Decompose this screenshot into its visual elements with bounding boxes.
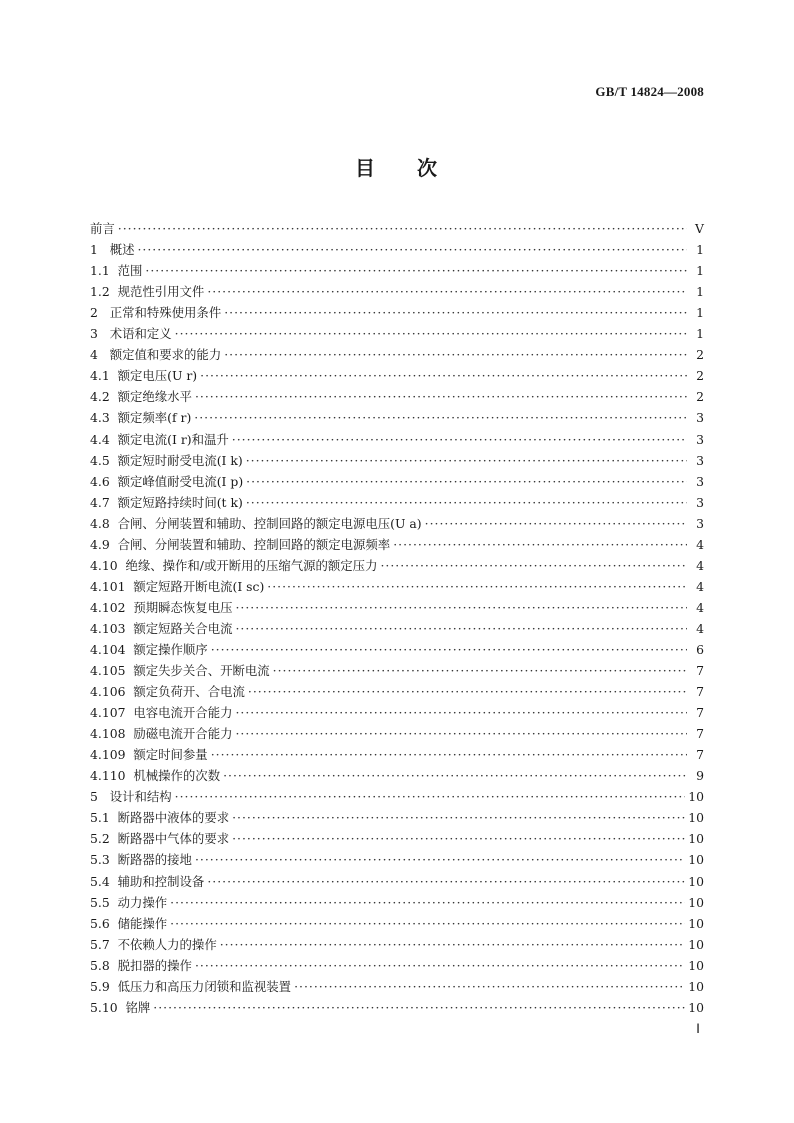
toc-number: 4.1: [90, 368, 118, 384]
toc-page: 4: [696, 620, 704, 636]
leader-dots: [235, 702, 687, 723]
toc-page: 3: [696, 515, 704, 531]
toc-number: 5.10: [90, 999, 126, 1015]
toc-number: 4.9: [90, 536, 118, 552]
toc-page: 10: [688, 789, 704, 805]
toc-label: 额定短路开断电流(I sc): [133, 578, 265, 594]
toc-label: 额定时间参量: [133, 747, 208, 763]
toc-page: 10: [688, 810, 704, 826]
toc-entry[interactable]: [90, 260, 704, 281]
toc-page: 2: [696, 389, 704, 405]
toc-number: 1: [90, 242, 110, 258]
toc-entry[interactable]: [90, 744, 704, 765]
toc-number: 5.4: [90, 873, 118, 889]
toc-label: 不依赖人力的操作: [117, 936, 217, 952]
toc-number: 4.106: [90, 684, 134, 700]
leader-dots: [246, 492, 687, 513]
toc-page: 10: [688, 936, 704, 952]
toc-label: 低压力和高压力闭锁和监视装置: [117, 978, 292, 994]
toc-entry[interactable]: [90, 913, 704, 934]
toc-page: 1: [696, 263, 704, 279]
toc-number: 4.102: [90, 599, 134, 615]
toc-number: 4.108: [90, 726, 134, 742]
toc-entry[interactable]: [90, 997, 704, 1018]
toc-number: 2: [90, 305, 110, 321]
toc-entry[interactable]: [90, 450, 704, 471]
toc-label: 断路器中液体的要求: [117, 810, 230, 826]
toc-entry[interactable]: [90, 934, 704, 955]
toc-label: 规范性引用文件: [117, 284, 205, 300]
toc-page: 3: [696, 410, 704, 426]
toc-label: 辅助和控制设备: [117, 873, 205, 889]
toc-label: 励磁电流开合能力: [133, 726, 233, 742]
toc-entry[interactable]: [90, 365, 704, 386]
toc-page: 7: [696, 705, 704, 721]
toc-page: 3: [696, 452, 704, 468]
toc-entry[interactable]: [90, 555, 704, 576]
toc-label: 机械操作的次数: [133, 768, 221, 784]
toc-entry[interactable]: [90, 323, 704, 344]
toc-number: 4.107: [90, 705, 134, 721]
leader-dots: [145, 260, 687, 281]
toc-page: 1: [696, 326, 704, 342]
toc-entry[interactable]: [90, 892, 704, 913]
toc-label: 额定负荷开、合电流: [133, 684, 245, 700]
leader-dots: [232, 828, 685, 849]
toc-label: 电容电流开合能力: [133, 705, 233, 721]
toc-label: 合闸、分闸装置和辅助、控制回路的额定电源频率: [117, 536, 391, 552]
toc-page: 10: [688, 852, 704, 868]
table-of-contents: [90, 218, 704, 1018]
toc-label: 额定短路关合电流: [133, 620, 233, 636]
leader-dots: [267, 576, 687, 597]
toc-label: 脱扣器的操作: [117, 957, 192, 973]
toc-page: 10: [688, 831, 704, 847]
leader-dots: [170, 913, 685, 934]
leader-dots: [211, 639, 687, 660]
toc-entry[interactable]: [90, 218, 704, 239]
toc-number: 4.105: [90, 663, 134, 679]
toc-number: 5.1: [90, 810, 118, 826]
toc-entry[interactable]: [90, 702, 704, 723]
toc-page: 10: [688, 894, 704, 910]
toc-number: 4.6: [90, 473, 118, 489]
toc-label: 额定电流(I r)和温升: [117, 431, 229, 447]
leader-dots: [195, 955, 685, 976]
leader-dots: [195, 386, 687, 407]
toc-page: 7: [696, 726, 704, 742]
toc-entry[interactable]: [90, 513, 704, 534]
toc-label: 额定操作顺序: [133, 641, 208, 657]
toc-label: 绝缘、操作和/或开断用的压缩气源的额定压力: [125, 557, 378, 573]
toc-label: 合闸、分闸装置和辅助、控制回路的额定电源电压(U a): [117, 515, 422, 531]
toc-entry[interactable]: [90, 492, 704, 513]
toc-number: 5: [90, 789, 110, 805]
leader-dots: [235, 618, 687, 639]
toc-label: 范围: [117, 263, 143, 279]
toc-entry[interactable]: [90, 786, 704, 807]
leader-dots: [224, 344, 687, 365]
toc-entry[interactable]: [90, 849, 704, 870]
toc-entry[interactable]: [90, 302, 704, 323]
toc-number: 4.10: [90, 557, 126, 573]
toc-number: 5.2: [90, 831, 118, 847]
toc-entry[interactable]: [90, 576, 704, 597]
toc-label: 设计和结构: [109, 789, 172, 805]
toc-number: 5.8: [90, 957, 118, 973]
standard-code: GB/T 14824—2008: [595, 84, 704, 99]
toc-page: 1: [696, 284, 704, 300]
leader-dots: [220, 934, 686, 955]
toc-label: 额定短路持续时间(t k): [117, 494, 243, 510]
toc-page: 2: [696, 368, 704, 384]
toc-label: 额定短时耐受电流(I k): [117, 452, 243, 468]
toc-entry[interactable]: [90, 681, 704, 702]
toc-page: 1: [696, 242, 704, 258]
toc-page: Ⅴ: [695, 221, 704, 237]
toc-page: 6: [696, 641, 704, 657]
toc-label: 铭牌: [125, 999, 151, 1015]
toc-entry[interactable]: [90, 870, 704, 891]
toc-page: 3: [696, 431, 704, 447]
leader-dots: [393, 534, 687, 555]
leader-dots: [294, 976, 685, 997]
leader-dots: [248, 681, 687, 702]
leader-dots: [425, 513, 687, 534]
toc-label: 正常和特殊使用条件: [109, 305, 222, 321]
toc-entry[interactable]: [90, 597, 704, 618]
leader-dots: [175, 786, 686, 807]
toc-number: 4.2: [90, 389, 118, 405]
leader-dots: [207, 871, 685, 892]
leader-dots: [224, 302, 687, 323]
toc-entry[interactable]: [90, 660, 704, 681]
toc-number: 1.1: [90, 263, 118, 279]
toc-page: 9: [696, 768, 704, 784]
page-number: Ⅰ: [696, 1021, 700, 1036]
toc-entry[interactable]: [90, 828, 704, 849]
toc-number: 5.9: [90, 978, 118, 994]
leader-dots: [170, 892, 685, 913]
toc-number: 4.109: [90, 747, 134, 763]
toc-number: 前言: [90, 221, 115, 237]
toc-number: 1.2: [90, 284, 118, 300]
toc-number: 4.3: [90, 410, 118, 426]
leader-dots: [207, 281, 687, 302]
title-char-2: 次: [417, 156, 439, 180]
toc-label: 额定频率(f r): [117, 410, 192, 426]
toc-label: 额定峰值耐受电流(I p): [117, 473, 244, 489]
leader-dots: [380, 555, 687, 576]
toc-number: 4: [90, 347, 110, 363]
toc-entry[interactable]: [90, 471, 704, 492]
toc-page: 3: [696, 494, 704, 510]
leader-dots: [223, 765, 687, 786]
toc-number: 4.5: [90, 452, 118, 468]
toc-page: 10: [688, 999, 704, 1015]
leader-dots: [246, 471, 687, 492]
toc-label: 断路器中气体的要求: [117, 831, 230, 847]
leader-dots: [232, 807, 685, 828]
toc-page: 10: [688, 978, 704, 994]
toc-number: 4.103: [90, 620, 134, 636]
toc-entry[interactable]: [90, 386, 704, 407]
toc-entry[interactable]: [90, 281, 704, 302]
leader-dots: [175, 323, 687, 344]
toc-page: 2: [696, 347, 704, 363]
toc-entry[interactable]: [90, 344, 704, 365]
toc-entry[interactable]: [90, 955, 704, 976]
toc-entry[interactable]: [90, 765, 704, 786]
toc-entry[interactable]: [90, 618, 704, 639]
toc-page: 7: [696, 747, 704, 763]
toc-label: 额定值和要求的能力: [109, 347, 222, 363]
toc-entry[interactable]: [90, 428, 704, 449]
toc-entry[interactable]: [90, 976, 704, 997]
leader-dots: [118, 218, 687, 239]
toc-label: 额定电压(U r): [117, 368, 198, 384]
toc-page: 4: [696, 536, 704, 552]
leader-dots: [235, 597, 687, 618]
title-char-1: 目: [355, 156, 377, 180]
toc-page: 3: [696, 473, 704, 489]
toc-number: 5.7: [90, 936, 118, 952]
toc-entry[interactable]: [90, 407, 704, 428]
toc-label: 储能操作: [117, 915, 168, 931]
leader-dots: [153, 997, 685, 1018]
toc-number: 4.110: [90, 768, 134, 784]
toc-number: 5.5: [90, 894, 118, 910]
toc-page: 4: [696, 557, 704, 573]
toc-label: 预期瞬态恢复电压: [133, 599, 233, 615]
toc-page: 1: [696, 305, 704, 321]
toc-page: 4: [696, 578, 704, 594]
leader-dots: [200, 365, 687, 386]
toc-page: 7: [696, 663, 704, 679]
toc-number: 5.3: [90, 852, 118, 868]
toc-page: 10: [688, 957, 704, 973]
toc-number: 4.4: [90, 431, 118, 447]
toc-number: 3: [90, 326, 110, 342]
toc-entry[interactable]: [90, 639, 704, 660]
leader-dots: [235, 723, 687, 744]
toc-label: 动力操作: [117, 894, 168, 910]
toc-number: 4.8: [90, 515, 118, 531]
toc-page: 7: [696, 684, 704, 700]
toc-label: 断路器的接地: [117, 852, 192, 868]
toc-number: 5.6: [90, 915, 118, 931]
toc-number: 4.7: [90, 494, 118, 510]
toc-label: 概述: [109, 242, 135, 258]
toc-label: 额定失步关合、开断电流: [133, 663, 270, 679]
leader-dots: [137, 239, 687, 260]
toc-number: 4.101: [90, 578, 134, 594]
leader-dots: [194, 407, 687, 428]
toc-page: 4: [696, 599, 704, 615]
toc-entry[interactable]: [90, 807, 704, 828]
page-title: [0, 152, 794, 181]
toc-entry[interactable]: [90, 534, 704, 555]
toc-page: 10: [688, 873, 704, 889]
leader-dots: [246, 450, 687, 471]
leader-dots: [195, 849, 685, 870]
leader-dots: [232, 429, 687, 450]
toc-label: 术语和定义: [109, 326, 172, 342]
toc-label: 额定绝缘水平: [117, 389, 192, 405]
leader-dots: [211, 744, 687, 765]
toc-page: 10: [688, 915, 704, 931]
toc-entry[interactable]: [90, 239, 704, 260]
toc-entry[interactable]: [90, 723, 704, 744]
toc-number: 4.104: [90, 641, 134, 657]
leader-dots: [273, 660, 687, 681]
